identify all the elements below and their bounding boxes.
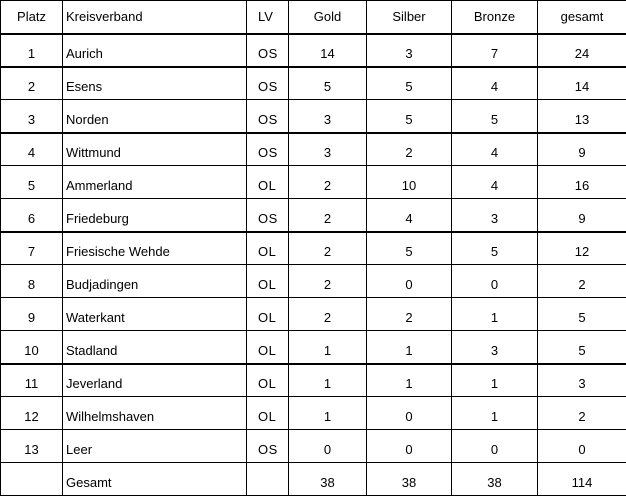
cell-kreisverband: Friedeburg bbox=[63, 199, 247, 232]
cell-gold: 2 bbox=[289, 166, 367, 199]
cell-silber: 10 bbox=[367, 166, 452, 199]
cell-silber: 0 bbox=[367, 265, 452, 298]
cell-bronze: 5 bbox=[452, 232, 538, 265]
cell-platz: 3 bbox=[1, 100, 63, 133]
total-gesamt: 114 bbox=[538, 463, 626, 496]
cell-gold: 3 bbox=[289, 100, 367, 133]
cell-gold: 5 bbox=[289, 67, 367, 100]
cell-lv: OS bbox=[247, 67, 289, 100]
cell-platz: 5 bbox=[1, 166, 63, 199]
total-lv bbox=[247, 463, 289, 496]
cell-gold: 2 bbox=[289, 199, 367, 232]
cell-silber: 1 bbox=[367, 364, 452, 397]
cell-platz: 12 bbox=[1, 397, 63, 430]
cell-bronze: 3 bbox=[452, 331, 538, 364]
cell-lv: OS bbox=[247, 100, 289, 133]
table-row bbox=[1, 397, 626, 430]
cell-kreisverband: Budjadingen bbox=[63, 265, 247, 298]
cell-gesamt: 3 bbox=[538, 364, 626, 397]
cell-silber: 5 bbox=[367, 67, 452, 100]
cell-platz: 8 bbox=[1, 265, 63, 298]
cell-silber: 2 bbox=[367, 298, 452, 331]
cell-lv: OS bbox=[247, 34, 289, 67]
cell-lv: OL bbox=[247, 331, 289, 364]
cell-silber: 2 bbox=[367, 133, 452, 166]
cell-gesamt: 5 bbox=[538, 331, 626, 364]
cell-gesamt: 0 bbox=[538, 430, 626, 463]
header-kreisverband: Kreisverband bbox=[63, 1, 247, 34]
cell-lv: OL bbox=[247, 298, 289, 331]
table-body bbox=[1, 34, 626, 496]
table-row bbox=[1, 67, 626, 100]
table-row bbox=[1, 166, 626, 199]
cell-lv: OL bbox=[247, 166, 289, 199]
cell-gold: 1 bbox=[289, 364, 367, 397]
cell-gold: 0 bbox=[289, 430, 367, 463]
total-silber: 38 bbox=[367, 463, 452, 496]
table-row bbox=[1, 232, 626, 265]
total-platz bbox=[1, 463, 63, 496]
cell-kreisverband: Wittmund bbox=[63, 133, 247, 166]
cell-gesamt: 9 bbox=[538, 199, 626, 232]
cell-kreisverband: Friesische Wehde bbox=[63, 232, 247, 265]
total-row bbox=[1, 463, 626, 496]
cell-platz: 11 bbox=[1, 364, 63, 397]
table-row bbox=[1, 430, 626, 463]
cell-silber: 0 bbox=[367, 397, 452, 430]
cell-bronze: 1 bbox=[452, 397, 538, 430]
cell-lv: OS bbox=[247, 430, 289, 463]
cell-silber: 0 bbox=[367, 430, 452, 463]
cell-bronze: 0 bbox=[452, 265, 538, 298]
cell-platz: 9 bbox=[1, 298, 63, 331]
cell-lv: OL bbox=[247, 397, 289, 430]
cell-bronze: 1 bbox=[452, 364, 538, 397]
header-lv: LV bbox=[247, 1, 289, 34]
cell-gesamt: 24 bbox=[538, 34, 626, 67]
cell-kreisverband: Norden bbox=[63, 100, 247, 133]
cell-bronze: 0 bbox=[452, 430, 538, 463]
table-row bbox=[1, 364, 626, 397]
cell-silber: 4 bbox=[367, 199, 452, 232]
cell-platz: 6 bbox=[1, 199, 63, 232]
cell-platz: 13 bbox=[1, 430, 63, 463]
cell-platz: 1 bbox=[1, 34, 63, 67]
header-platz: Platz bbox=[1, 1, 63, 34]
cell-bronze: 7 bbox=[452, 34, 538, 67]
header-bronze: Bronze bbox=[452, 1, 538, 34]
cell-platz: 2 bbox=[1, 67, 63, 100]
cell-gesamt: 13 bbox=[538, 100, 626, 133]
cell-gold: 1 bbox=[289, 331, 367, 364]
cell-bronze: 5 bbox=[452, 100, 538, 133]
cell-lv: OL bbox=[247, 232, 289, 265]
table-row bbox=[1, 265, 626, 298]
cell-bronze: 4 bbox=[452, 166, 538, 199]
cell-kreisverband: Waterkant bbox=[63, 298, 247, 331]
cell-gold: 2 bbox=[289, 265, 367, 298]
cell-bronze: 3 bbox=[452, 199, 538, 232]
cell-silber: 5 bbox=[367, 232, 452, 265]
cell-lv: OS bbox=[247, 199, 289, 232]
cell-kreisverband: Leer bbox=[63, 430, 247, 463]
cell-lv: OL bbox=[247, 364, 289, 397]
table-row bbox=[1, 100, 626, 133]
cell-gold: 1 bbox=[289, 397, 367, 430]
cell-bronze: 4 bbox=[452, 67, 538, 100]
cell-gesamt: 2 bbox=[538, 265, 626, 298]
cell-lv: OS bbox=[247, 133, 289, 166]
cell-platz: 4 bbox=[1, 133, 63, 166]
header-silber: Silber bbox=[367, 1, 452, 34]
cell-lv: OL bbox=[247, 265, 289, 298]
header-row bbox=[1, 1, 626, 34]
cell-kreisverband: Ammerland bbox=[63, 166, 247, 199]
table-row bbox=[1, 133, 626, 166]
cell-platz: 10 bbox=[1, 331, 63, 364]
cell-silber: 5 bbox=[367, 100, 452, 133]
cell-gold: 3 bbox=[289, 133, 367, 166]
table-row bbox=[1, 34, 626, 67]
total-label: Gesamt bbox=[63, 463, 247, 496]
cell-silber: 1 bbox=[367, 331, 452, 364]
header-gesamt: gesamt bbox=[538, 1, 626, 34]
cell-kreisverband: Jeverland bbox=[63, 364, 247, 397]
cell-gesamt: 12 bbox=[538, 232, 626, 265]
table-row bbox=[1, 298, 626, 331]
cell-gesamt: 5 bbox=[538, 298, 626, 331]
cell-gesamt: 2 bbox=[538, 397, 626, 430]
header-gold: Gold bbox=[289, 1, 367, 34]
cell-bronze: 1 bbox=[452, 298, 538, 331]
cell-gold: 2 bbox=[289, 232, 367, 265]
cell-bronze: 4 bbox=[452, 133, 538, 166]
cell-kreisverband: Stadland bbox=[63, 331, 247, 364]
cell-gesamt: 9 bbox=[538, 133, 626, 166]
cell-gold: 14 bbox=[289, 34, 367, 67]
cell-silber: 3 bbox=[367, 34, 452, 67]
cell-kreisverband: Aurich bbox=[63, 34, 247, 67]
cell-kreisverband: Esens bbox=[63, 67, 247, 100]
cell-platz: 7 bbox=[1, 232, 63, 265]
table-row bbox=[1, 331, 626, 364]
total-bronze: 38 bbox=[452, 463, 538, 496]
cell-gesamt: 14 bbox=[538, 67, 626, 100]
table-row bbox=[1, 199, 626, 232]
total-gold: 38 bbox=[289, 463, 367, 496]
cell-kreisverband: Wilhelmshaven bbox=[63, 397, 247, 430]
cell-gesamt: 16 bbox=[538, 166, 626, 199]
cell-gold: 2 bbox=[289, 298, 367, 331]
